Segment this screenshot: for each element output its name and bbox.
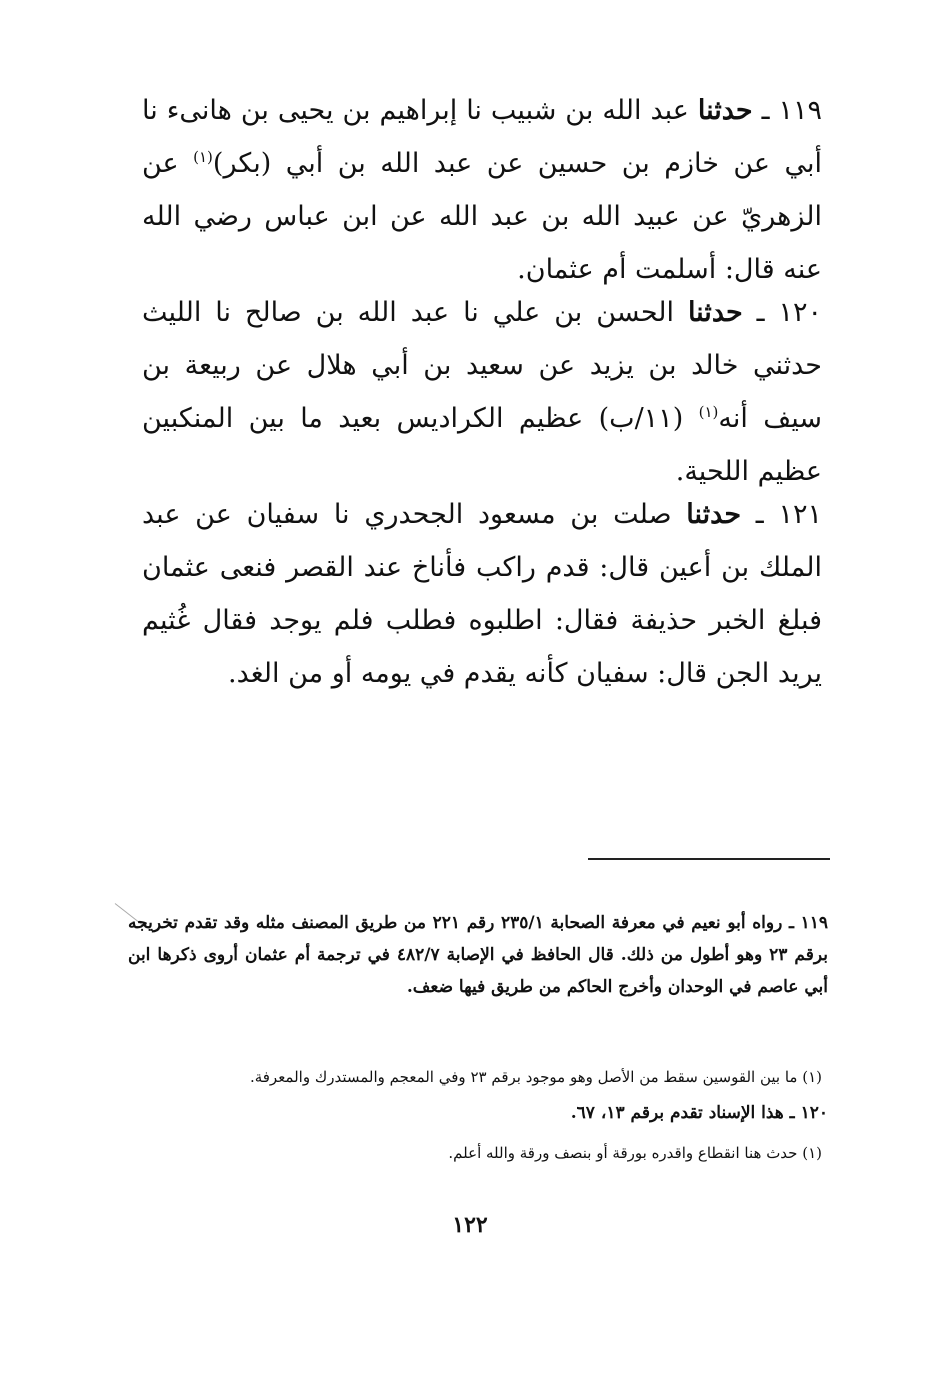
footnote-mark: (١) [698,403,719,421]
hadith-120: ١٢٠ ـ حدثنا الحسن بن علي نا عبد الله بن صالح نا الليث حدثني خالد بن يزيد عن سعيد بن أبي هلال عن ربيعة بن سيف أنه$^{(١)}$ (١١/ب) عظيم الكراديس بعيد ما بين المنكبين عظيم اللحية. [142,297,822,487]
hadith-121: ١٢١ ـ حدثنا صلت بن مسعود الجحدري نا سفيان عن عبد الملك بن أعين قال: قدم راكب فأناخ عند القصر فنعى عثمان فبلغ الخبر حذيفة فقال: اطلبوه فطلب فلم يوجد فقال غُثيم يريد الجن قال: سفيان كأنه يقدم في يومه أو من الغد. [142,499,822,689]
footnote-divider [588,858,830,860]
hadith-119: ١١٩ ـ حدثنا عبد الله بن شبيب نا إبراهيم بن يحيى بن هانىء نا أبي عن خازم بن حسين عن عبد الله بن أبي (بكر)$^{(١)}$ عن الزهريّ عن عبيد الله بن عبد الله عن ابن عباس رضي الله عنه قال: أسلمت أم عثمان. [142,95,822,285]
hadith-text: صلت بن مسعود الجحدري نا سفيان عن عبد الملك بن أعين قال: قدم راكب فأناخ عند القصر فنعى عثمان فبلغ الخبر حذيفة فقال: اطلبوه فطلب فلم يوجد فقال غُثيم يريد الجن قال: سفيان كأنه يقدم في يومه أو من الغد. [142,499,822,689]
hadith-number: ١١٩ [778,95,822,126]
hadith-lead: حدثنا [687,297,743,328]
footnote-120: ١٢٠ ـ هذا الإسناد تقدم برقم ١٣، ٦٧. [570,1103,828,1123]
hadith-text-after: (١١/ب) عظيم الكراديس بعيد ما بين المنكبين عظيم اللحية. [142,403,822,487]
hadith-number: ١٢١ [778,499,822,530]
footnote-119-sub: (١) ما بين القوسين سقط من الأصل وهو موجود برقم ٢٣ وفي المعجم والمستدرك والمعرفة. [249,1068,822,1086]
hadith-text: عبد الله بن شبيب نا إبراهيم بن يحيى بن هانىء نا أبي عن خازم بن حسين عن عبد الله بن أبي (بكر) [142,95,822,179]
footnote-119: ١١٩ ـ رواه أبو نعيم في معرفة الصحابة ٢٣٥/١ رقم ٢٢١ من طريق المصنف مثله وقد تقدم تخريجه برقم ٢٣ وهو أطول من ذلك. قال الحافظ في الإصابة ٤٨٢/٧ في ترجمة أم عثمان أروى ذكرها ابن أبي عاصم في الوحدان وأخرج الحاكم من طريق فيها ضعف. [128,913,828,997]
hadith-number: ١٢٠ [778,297,822,328]
footnote-mark: (١) [193,148,213,166]
hadith-lead: حدثنا [686,499,742,530]
hadith-text: الحسن بن علي نا عبد الله بن صالح نا الليث حدثني خالد بن يزيد عن سعيد بن أبي هلال عن ربيعة بن سيف أنه [142,297,822,434]
hadith-text-after: عن الزهريّ عن عبيد الله بن عبد الله عن ابن عباس رضي الله عنه قال: أسلمت أم عثمان. [142,148,822,285]
hadith-lead: حدثنا [697,95,753,126]
page-number: ١٢٢ [452,1212,488,1238]
footnote-120-sub: (١) حدث هنا انقطاع واقدره بورقة أو بنصف ورقة والله أعلم. [448,1144,822,1162]
